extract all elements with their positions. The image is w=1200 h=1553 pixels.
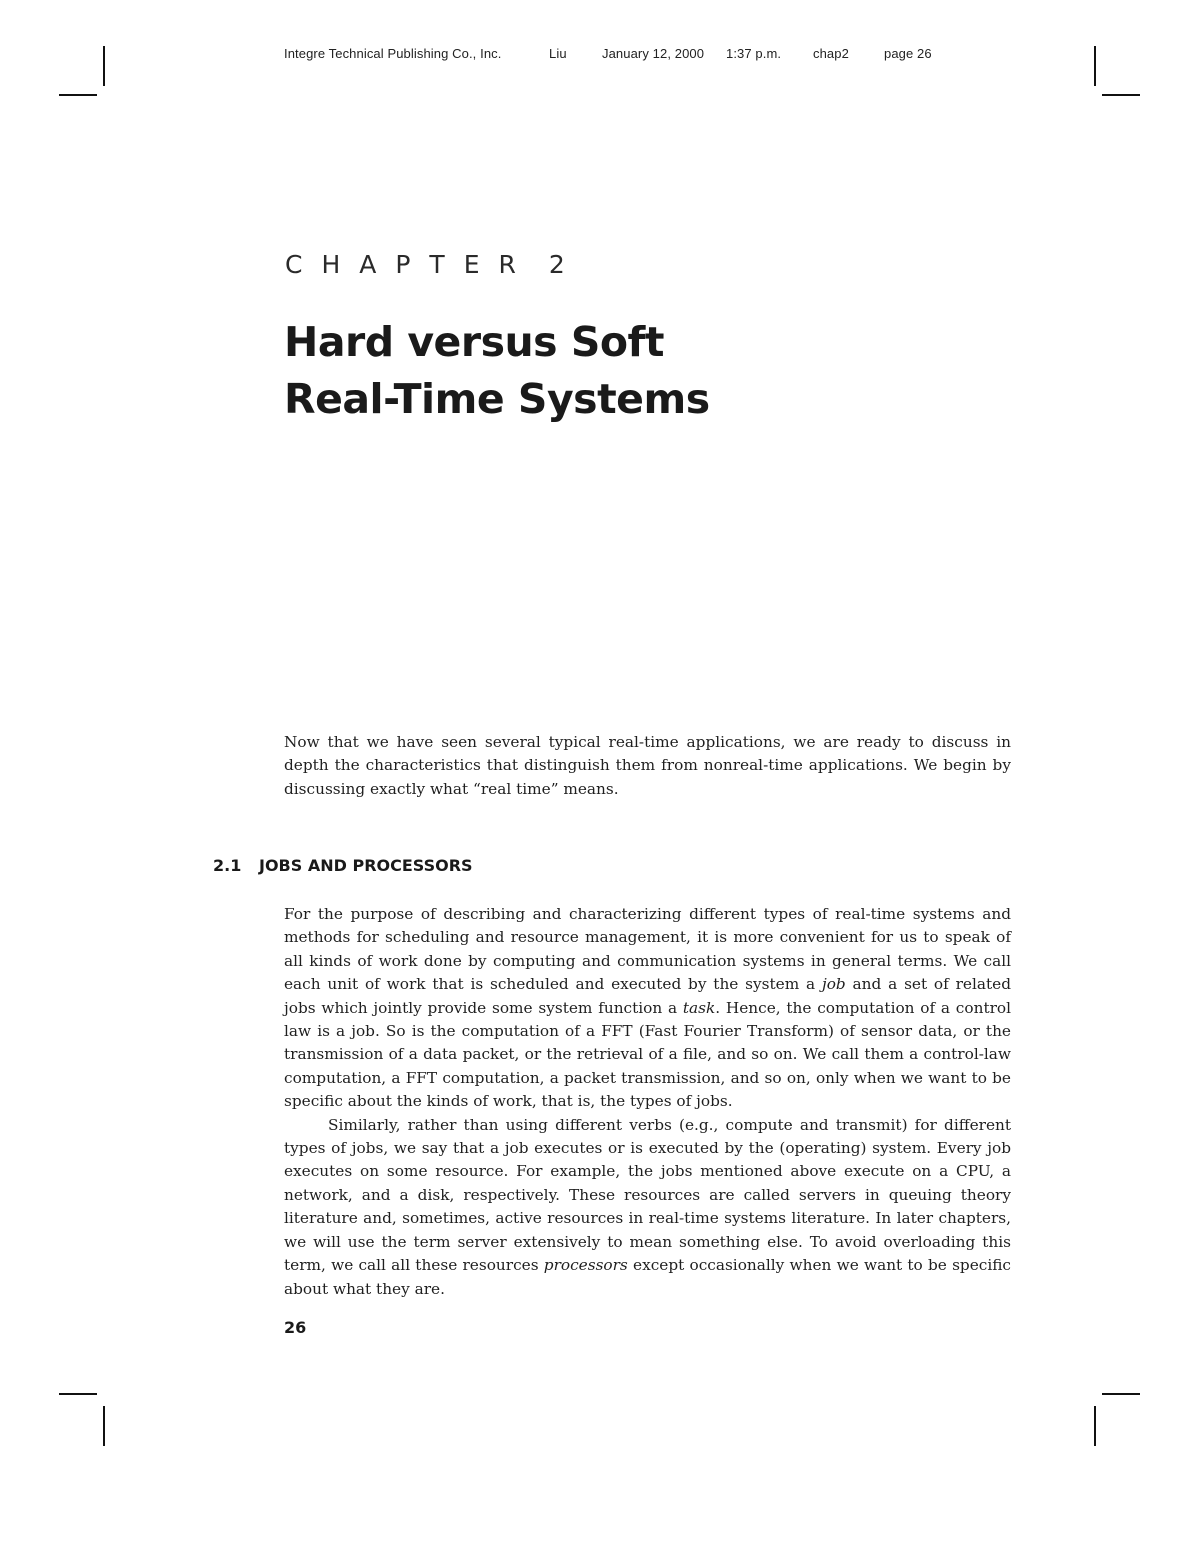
section-body bbox=[284, 903, 1011, 1301]
running-head-page-ref: page 26 bbox=[884, 46, 932, 61]
p2-text-1: Similarly, rather than using different verbs (e.g., compute and transmit) for different types of jobs, we say that a job executes or is executed by the (operating) system. Every job executes on some resource. For example, the jobs mentioned above execute on a CPU, a network, and a disk, respectively. These resources are called servers in queuing theory literature and, sometimes, active resources in real-time systems literature. In later chapters, we will use the term server extensively to mean something else. To avoid overloading this term, we call all these resources bbox=[284, 1115, 1011, 1275]
section-title: JOBS AND PROCESSORS bbox=[259, 856, 473, 875]
running-head-publisher: Integre Technical Publishing Co., Inc. bbox=[284, 46, 502, 61]
crop-mark-bottom-right-horizontal bbox=[1102, 1393, 1140, 1395]
running-head-time: 1:37 p.m. bbox=[726, 46, 782, 61]
crop-mark-top-left-vertical bbox=[103, 46, 105, 86]
running-head-date: January 12, 2000 bbox=[602, 46, 705, 61]
page-number: 26 bbox=[284, 1318, 307, 1337]
section-paragraph-1 bbox=[284, 903, 1011, 1114]
term-job: job bbox=[821, 975, 846, 994]
crop-mark-top-left-horizontal bbox=[59, 94, 97, 96]
crop-mark-top-right-vertical bbox=[1094, 46, 1096, 86]
intro-paragraph: Now that we have seen several typical real-time applications, we are ready to discuss in depth the characteristics that distinguish them from nonreal-time applications. We begin by discussing exactly what “real time” means. bbox=[284, 733, 1011, 798]
term-task: task bbox=[682, 998, 716, 1017]
running-head-author: Liu bbox=[549, 46, 567, 61]
p1-text-1: For the purpose of describing and characterizing different types of real-time systems and methods for scheduling and resource management, it is more convenient for us to speak of all kinds of work done by computing and communication systems in general terms. We call each unit of work that is scheduled and executed by the system a bbox=[284, 905, 1011, 994]
crop-mark-top-right-horizontal bbox=[1102, 94, 1140, 96]
chapter-number: 2 bbox=[548, 250, 565, 279]
chapter-title bbox=[284, 314, 710, 428]
chapter-title-line-2: Real-Time Systems bbox=[284, 375, 710, 423]
intro-paragraph-block bbox=[284, 731, 1011, 801]
crop-mark-bottom-left-vertical bbox=[103, 1406, 105, 1446]
crop-mark-bottom-right-vertical bbox=[1094, 1406, 1096, 1446]
section-heading bbox=[213, 856, 473, 875]
section-number: 2.1 bbox=[213, 856, 242, 875]
crop-mark-bottom-left-horizontal bbox=[59, 1393, 97, 1395]
chapter-word: CHAPTER bbox=[285, 250, 535, 279]
p1-text-3: . Hence, the computation of a control law is a job. So is the computation of a FFT (Fast Fourier Transform) of sensor data, or the transmission of a data packet, or the retrieval of a file, and so on. We call them a control-law computation, a FFT computation, a packet transmission, and so on, only when we want to be specific about the kinds of work, that is, the types of jobs. bbox=[284, 998, 1012, 1111]
term-processors: processors bbox=[543, 1256, 628, 1275]
chapter-label bbox=[285, 250, 565, 279]
p2-text-2: except occasionally when we want to be specific about what they are. bbox=[284, 1256, 1011, 1298]
p1-text-2: and a set of related jobs which jointly provide some system function a bbox=[284, 975, 1011, 1017]
section-paragraph-2 bbox=[284, 1114, 1011, 1301]
running-head-chapter-file: chap2 bbox=[813, 46, 849, 61]
chapter-title-line-1: Hard versus Soft bbox=[284, 318, 664, 366]
